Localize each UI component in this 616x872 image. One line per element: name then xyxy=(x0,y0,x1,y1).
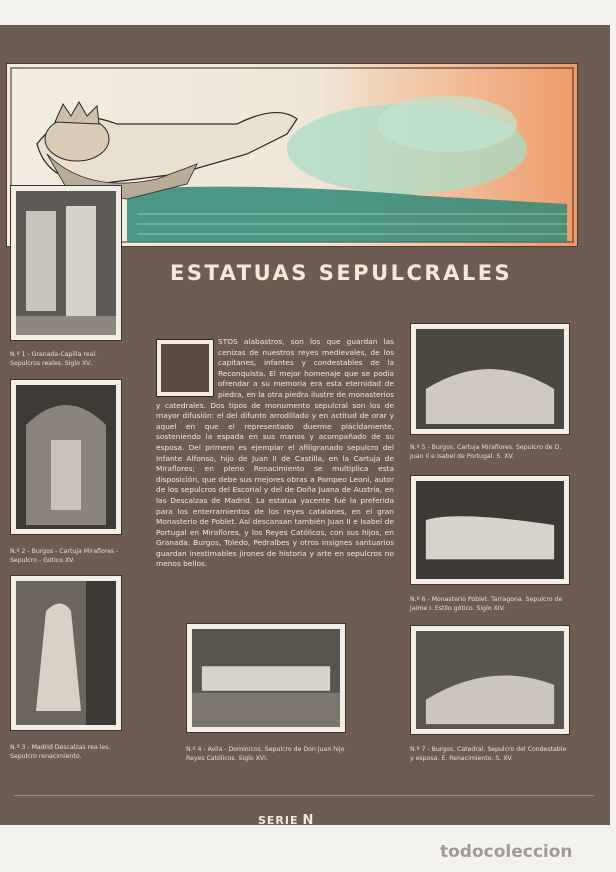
photo-card-5 xyxy=(410,323,570,435)
photo-1-caption: N.º 1 - Granada-Capilla real. Sepulcros reales. Siglo XV. xyxy=(10,351,98,367)
watermark: todocoleccion xyxy=(440,842,573,862)
body-text-block xyxy=(156,337,394,570)
photo-3-image xyxy=(16,581,116,725)
drop-cap-illustration xyxy=(156,339,214,397)
photo-card-7 xyxy=(410,625,570,735)
photo-2-image xyxy=(16,385,116,529)
photo-1-image xyxy=(16,191,116,335)
photo-7-image xyxy=(416,631,564,729)
body-text: STOS alabastros, son los que guardan las cenizas de nuestros reyes medievales, de los capitanes, infantes y condestables de la Reconquista. El mejor homenaje que se podía ofrendar a su memoria era esta eternidad de piedra, en la otra piedra ilustre de monasterios y catedrales. Dos tipos de monumento sepulcral son los de mayor difusión: el del difunto arrodillado y en actitud de orar y aquel en que el representado duerme plácidamente, sosteniendo la espada en sus manos y acompañado de su esposa. Del primero es ejemplar el afiligranado sepulcro del Infante Alfonso, hijo de Juan II de Castilla, en la Cartuja de Miraflores; en pleno Renacimiento se multiplica esta disposición, que debe sus mejores obras a Pompeo Leoni, autor de los sepulcros del Escorial y del de Doña Juana de Austria, en las Descalzas de Madrid. La estatua yacente fué la preferida para los enterramientos de los reyes catalanes, en el gran Monasterio de Poblet. Así descansan también Juan II e Isabel de Portugal en Miraflores, y los Reyes Católicos, con sus hijos, en Granada. Burgos, Toledo, Pedralbes y otros insignes santuarios guardan inestimables jirones de historia y arte en sepulcros no menos bellos. xyxy=(156,337,394,569)
photo-2-caption: N.º 2 - Burgos - Cartuja Miraflores - Sepulcro - Gótico XV. xyxy=(10,548,119,564)
photo-7-caption: N.º 7 - Burgos. Catedral. Sepulcro del Condestable y esposa. E. Renacimiento. S. XV. xyxy=(410,746,567,762)
photo-card-6 xyxy=(410,475,570,585)
photo-5-image xyxy=(416,329,564,429)
serie-word: SERIE xyxy=(258,814,299,827)
photo-4-image xyxy=(192,629,340,727)
album-page xyxy=(0,25,610,828)
photo-3-caption: N.º 3 - Madrid Descalzas rea les. Sepulcro renacimiento. xyxy=(10,744,111,760)
page-title: ESTATUAS SEPULCRALES xyxy=(170,261,513,285)
photo-card-2 xyxy=(10,379,122,535)
serie-label xyxy=(258,813,314,828)
photo-6-caption: N.º 6 - Monasterio Poblet. Tarragona. Sepulcro de Jaime I. Estilo gótico. Siglo XIV. xyxy=(410,596,563,612)
photo-5-caption: N.º 5 - Burgos. Cartuja Miraflores. Sepulcro de D. Juan II e Isabel de Portugal. S. XV. xyxy=(410,444,562,460)
photo-card-1 xyxy=(10,185,122,341)
photo-card-3 xyxy=(10,575,122,731)
serie-letter: N xyxy=(302,813,315,828)
footer-divider xyxy=(14,795,594,796)
photo-card-4 xyxy=(186,623,346,733)
photo-6-image xyxy=(416,481,564,579)
photo-4-caption: N.º 4 - Avila - Dominicos. Sepulcro de Don Juan hijo Reyes Católicos. Siglo XVI. xyxy=(186,746,345,762)
